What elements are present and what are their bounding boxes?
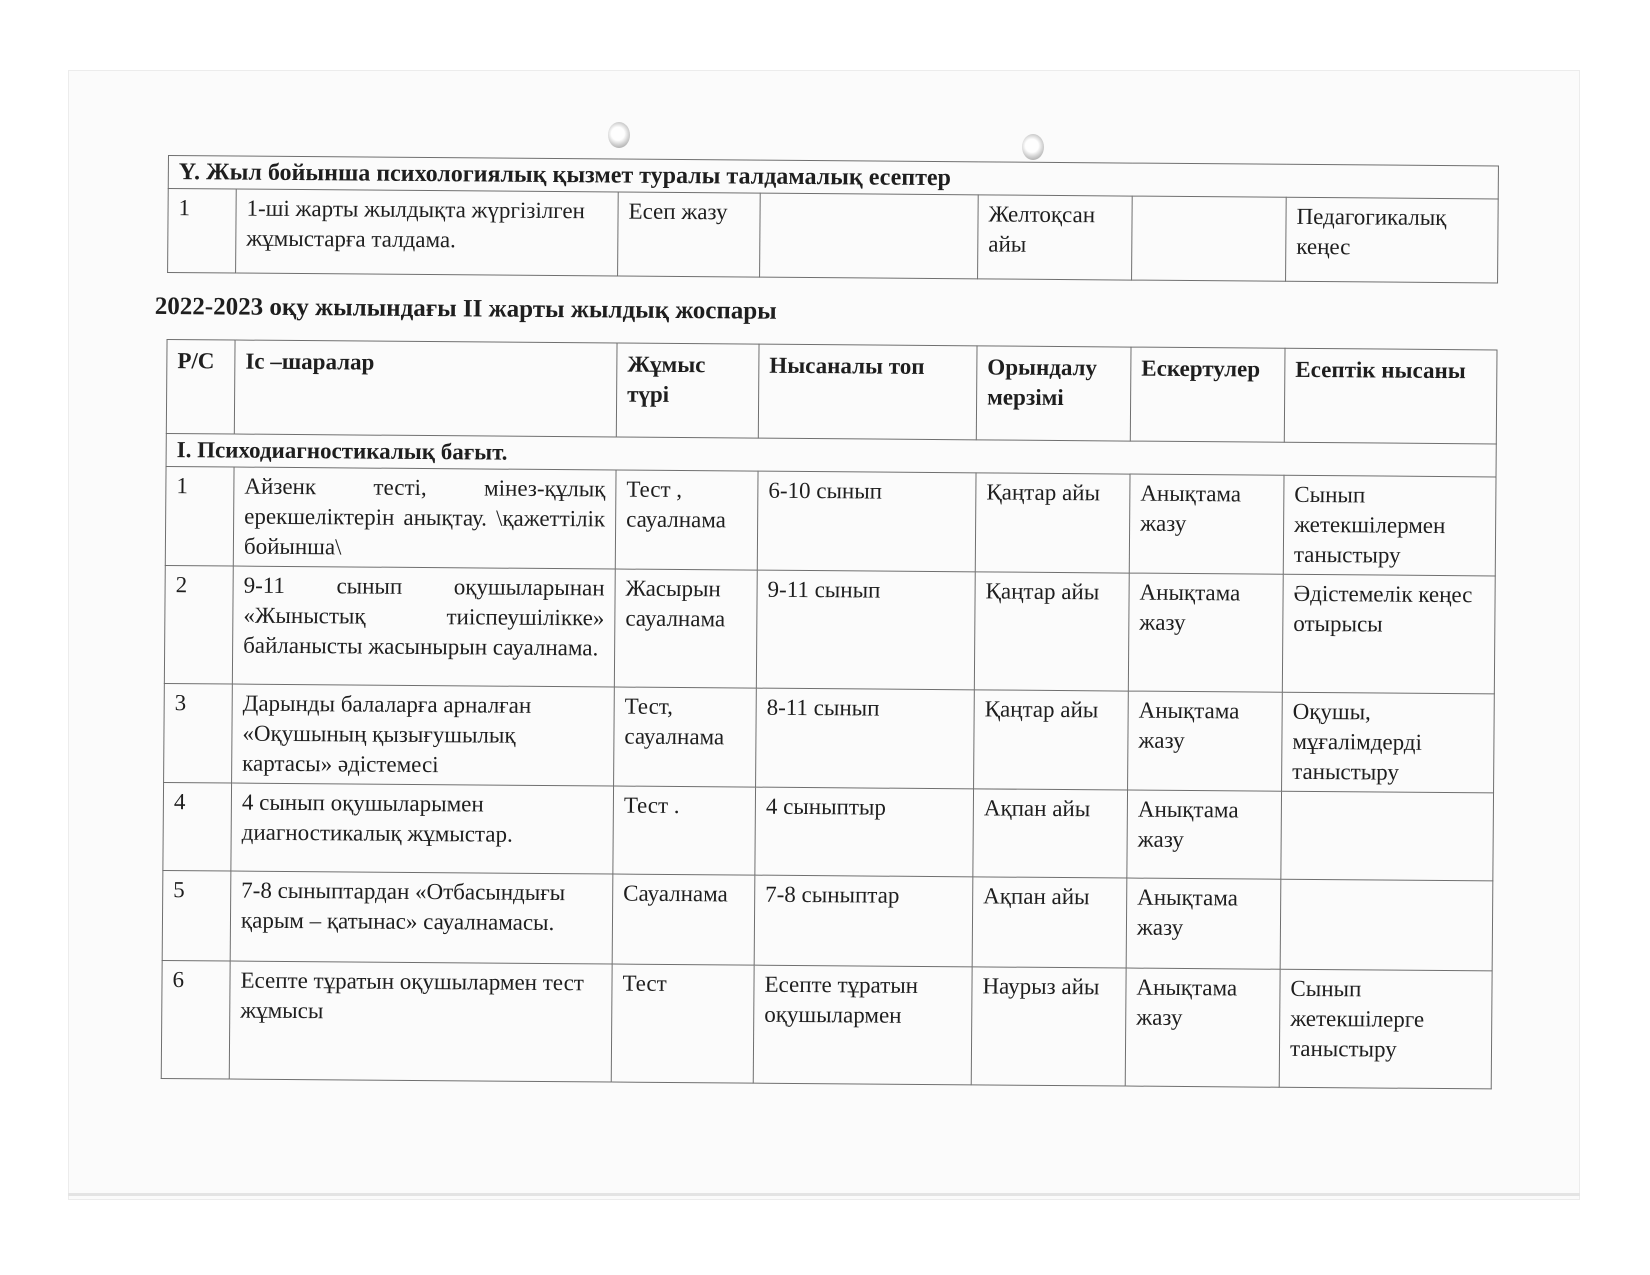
- report-form-cell: Сынып жетекшілерге таныстыру: [1279, 969, 1492, 1089]
- activity-cell: 1-ші жарты жылдықта жүргізілген жұмыстарға талдама.: [236, 189, 619, 276]
- document-content: [154, 155, 1498, 1089]
- deadline-cell: Желтоқсан айы: [978, 195, 1133, 280]
- target-group-cell: [760, 193, 979, 279]
- activity-cell: Есепте тұратын оқушылармен тест жұмысы: [229, 961, 612, 1082]
- section-heading: I. Психодиагностикалық бағыт.: [166, 433, 1496, 476]
- row-number: 3: [164, 683, 233, 783]
- notes-cell: Анықтама жазу: [1127, 790, 1282, 879]
- table-row: [161, 960, 1492, 1088]
- punch-hole-right: [1022, 134, 1044, 160]
- activity-cell: Дарынды балаларға арналған «Оқушының қызығушылық картасы» әдістемесі: [232, 684, 615, 786]
- table-row: [168, 189, 1499, 283]
- target-group-cell: 4 сыныптыр: [755, 787, 974, 877]
- header-work-type: Жұмыс түрі: [616, 343, 759, 438]
- plan-table-header: [166, 339, 1497, 443]
- deadline-cell: Ақпан айы: [973, 789, 1128, 878]
- target-group-cell: 8-11 сынып: [756, 688, 975, 789]
- report-form-cell: Оқушы, мұғалімдерді таныстыру: [1282, 692, 1495, 793]
- activity-cell: 7-8 сыныптардан «Отбасындығы қарым – қатынас» сауалнамасы.: [230, 871, 613, 964]
- notes-cell: Анықтама жазу: [1125, 968, 1280, 1087]
- row-number: 6: [161, 960, 230, 1079]
- row-number: 5: [162, 870, 231, 961]
- deadline-cell: Наурыз айы: [971, 967, 1126, 1086]
- target-group-cell: 7-8 сыныптар: [754, 875, 973, 967]
- notes-cell: Анықтама жазу: [1128, 573, 1283, 692]
- activity-cell: 9-11 сынып оқушыларынан «Жыныстық тиіспеушілікке» байланысты жасынырын сауалнама.: [232, 566, 615, 687]
- analytical-reports-table: [167, 155, 1499, 283]
- target-group-cell: Есепте тұратын оқушылармен: [753, 965, 972, 1085]
- report-form-cell: [1280, 879, 1493, 971]
- header-activity: Іс –шаралар: [234, 340, 617, 437]
- header-deadline: Орындалу мерзімі: [976, 346, 1131, 441]
- work-type-cell: Тест: [611, 964, 754, 1083]
- table-row: [164, 683, 1495, 792]
- target-group-cell: 9-11 сынып: [756, 570, 975, 690]
- deadline-cell: Қаңтар айы: [975, 473, 1130, 573]
- work-type-cell: Жасырын сауалнама: [614, 569, 757, 688]
- report-form-cell: Сынып жетекшілермен таныстыру: [1283, 475, 1496, 576]
- header-num: Р/С: [166, 339, 235, 434]
- work-type-cell: Есеп жазу: [618, 192, 761, 277]
- report-form-cell: Педагогикалық кеңес: [1286, 197, 1499, 283]
- work-type-cell: Тест .: [613, 786, 756, 875]
- work-type-cell: Сауалнама: [612, 874, 755, 965]
- deadline-cell: Ақпан айы: [972, 877, 1127, 968]
- work-type-cell: Тест , сауалнама: [615, 470, 758, 570]
- row-number: 1: [168, 189, 237, 274]
- section-v-heading: Y. Жыл бойынша психологиялық қызмет туралы талдамалық есептер: [168, 156, 1498, 199]
- table-row: [164, 565, 1495, 693]
- notes-cell: Анықтама жазу: [1128, 691, 1283, 791]
- activity-cell: Айзенк тесті, мінез-құлық ерекшеліктерін анықтау. \қажеттілік бойынша\: [233, 467, 616, 569]
- plan-table: [161, 339, 1498, 1089]
- report-form-cell: Әдістемелік кеңес отырысы: [1282, 574, 1495, 694]
- notes-cell: [1132, 196, 1287, 281]
- activity-cell: 4 сынып оқушыларымен диагностикалық жұмыстар.: [231, 783, 614, 874]
- target-group-cell: 6-10 сынып: [757, 471, 976, 572]
- header-target-group: Нысаналы топ: [758, 344, 977, 440]
- deadline-cell: Қаңтар айы: [974, 690, 1129, 790]
- table-row: [165, 466, 1496, 575]
- row-number: 1: [165, 466, 234, 566]
- plan-title: 2022-2023 оқу жылындағы II жарты жылдық жоспары: [154, 292, 777, 325]
- row-number: 2: [164, 565, 233, 684]
- header-notes: Ескертулер: [1130, 347, 1285, 442]
- deadline-cell: Қаңтар айы: [974, 572, 1129, 691]
- header-report-form: Есептік нысаны: [1284, 348, 1497, 444]
- punch-hole-left: [608, 122, 630, 148]
- notes-cell: Анықтама жазу: [1129, 474, 1284, 574]
- notes-cell: Анықтама жазу: [1126, 878, 1281, 969]
- paper-bottom-edge: [68, 1193, 1580, 1196]
- row-number: 4: [163, 782, 232, 871]
- table-row: [162, 870, 1493, 970]
- work-type-cell: Тест, сауалнама: [614, 687, 757, 787]
- table-row: [163, 782, 1494, 880]
- report-form-cell: [1281, 791, 1494, 881]
